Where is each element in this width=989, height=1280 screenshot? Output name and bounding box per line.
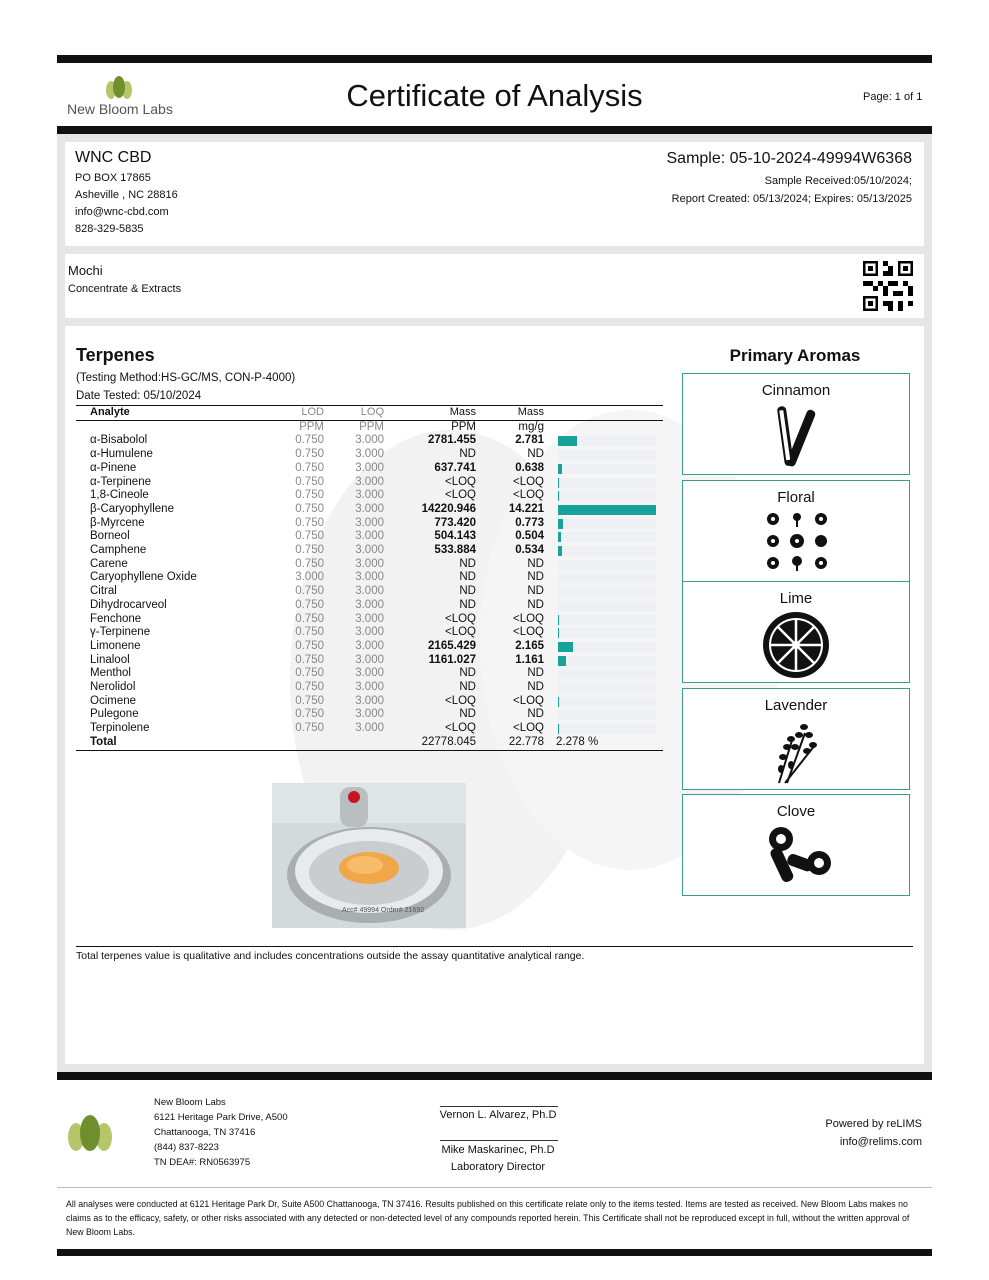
cinnamon-icon: [771, 402, 821, 472]
cell-lod: 3.000: [295, 571, 324, 584]
cell-ppm: 533.884: [434, 544, 476, 557]
table-row: [76, 517, 663, 531]
cell-analyte: α-Terpinene: [90, 475, 151, 488]
cell-mgg: ND: [527, 557, 544, 570]
unit-lod: PPM: [299, 420, 324, 433]
total-mgg: 22.778: [508, 735, 544, 748]
cell-loq: 3.000: [355, 544, 384, 557]
bar-fill: [558, 478, 559, 488]
cell-loq: 3.000: [355, 612, 384, 625]
table-row: [76, 640, 663, 654]
client-name: WNC CBD: [75, 149, 152, 166]
bar-track: [558, 628, 656, 638]
cell-loq: 3.000: [355, 708, 384, 721]
cell-analyte: α-Pinene: [90, 461, 137, 474]
cell-analyte: Dihydrocarveol: [90, 598, 167, 611]
cell-analyte: α-Humulene: [90, 448, 153, 461]
table-row: [76, 667, 663, 681]
cell-loq: 3.000: [355, 681, 384, 694]
date-tested: Date Tested: 05/10/2024: [76, 390, 202, 402]
cell-ppm: <LOQ: [444, 626, 476, 639]
cell-lod: 0.750: [295, 585, 324, 598]
cell-mgg: ND: [527, 598, 544, 611]
bottom-rule: [57, 1249, 932, 1256]
unit-mgg: mg/g: [518, 420, 544, 433]
cell-lod: 0.750: [295, 530, 324, 543]
cell-loq: 3.000: [355, 489, 384, 502]
cell-mgg: 0.534: [515, 544, 544, 557]
cell-mgg: ND: [527, 448, 544, 461]
cell-ppm: ND: [459, 557, 476, 570]
cell-ppm: ND: [459, 598, 476, 611]
footer-rule-top: [57, 1072, 932, 1080]
bar-track: [558, 560, 656, 570]
cell-loq: 3.000: [355, 626, 384, 639]
cell-analyte: Pulegone: [90, 708, 139, 721]
cell-analyte: Menthol: [90, 667, 131, 680]
cell-mgg: ND: [527, 681, 544, 694]
cell-lod: 0.750: [295, 475, 324, 488]
cell-ppm: ND: [459, 448, 476, 461]
product-panel: [65, 254, 924, 318]
cell-mgg: <LOQ: [512, 475, 544, 488]
cell-ppm: 14220.946: [421, 502, 476, 515]
cell-mgg: <LOQ: [512, 489, 544, 502]
terpenes-footnote: Total terpenes value is qualitative and includes concentrations outside the assay quantitative analytical range.: [76, 950, 585, 962]
cell-ppm: 504.143: [434, 530, 476, 543]
sample-received: Sample Received:05/10/2024;: [764, 175, 912, 187]
footnote-rule: [76, 946, 913, 947]
cell-analyte: β-Caryophyllene: [90, 502, 174, 515]
aromas-title: Primary Aromas: [729, 346, 861, 365]
cell-analyte: γ-Terpinene: [90, 626, 151, 639]
cell-lod: 0.750: [295, 653, 324, 666]
bar-fill: [558, 436, 577, 446]
bar-track: [558, 519, 656, 529]
table-row: [76, 681, 663, 695]
cell-ppm: 773.420: [434, 516, 476, 529]
cell-lod: 0.750: [295, 544, 324, 557]
total-percent: 2.278 %: [556, 735, 599, 748]
table-row: [76, 489, 663, 503]
cell-loq: 3.000: [355, 694, 384, 707]
cell-lod: 0.750: [295, 557, 324, 570]
signature-line-2: [440, 1140, 558, 1141]
cell-analyte: Limonene: [90, 639, 141, 652]
cell-mgg: 2.781: [515, 434, 544, 447]
cell-loq: 3.000: [355, 653, 384, 666]
cell-loq: 3.000: [355, 475, 384, 488]
cell-lod: 0.750: [295, 461, 324, 474]
lime-icon: [761, 610, 831, 680]
cell-mgg: ND: [527, 585, 544, 598]
table-row: [76, 571, 663, 585]
footer-address-2: Chattanooga, TN 37416: [154, 1127, 256, 1138]
bar-track: [558, 615, 656, 625]
cell-analyte: Fenchone: [90, 612, 142, 625]
cell-mgg: <LOQ: [512, 626, 544, 639]
cell-mgg: 0.638: [515, 461, 544, 474]
cell-lod: 0.750: [295, 667, 324, 680]
cell-mgg: ND: [527, 667, 544, 680]
client-email: info@wnc-cbd.com: [75, 206, 169, 218]
cell-ppm: <LOQ: [444, 475, 476, 488]
bar-fill: [558, 697, 559, 707]
terpenes-table: [76, 405, 663, 751]
client-address-2: Asheville , NC 28816: [75, 189, 178, 201]
footer-logo-icon: [66, 1113, 114, 1155]
cell-ppm: ND: [459, 708, 476, 721]
client-address-1: PO BOX 17865: [75, 172, 151, 184]
cell-ppm: ND: [459, 667, 476, 680]
cell-mgg: <LOQ: [512, 612, 544, 625]
bar-fill: [558, 656, 566, 666]
cell-ppm: ND: [459, 571, 476, 584]
aroma-label: Floral: [777, 489, 815, 506]
cell-loq: 3.000: [355, 585, 384, 598]
bar-track: [558, 478, 656, 488]
cell-analyte: Ocimene: [90, 694, 137, 707]
bar-track: [558, 683, 656, 693]
aroma-lime: [682, 581, 910, 683]
cell-mgg: 2.165: [515, 639, 544, 652]
table-row: [76, 434, 663, 448]
table-row: [76, 613, 663, 627]
table-row: [76, 654, 663, 668]
cell-mgg: <LOQ: [512, 722, 544, 735]
header-rule: [57, 126, 932, 134]
photo-label: Acc# 49994 Order# 21692: [342, 907, 425, 914]
aroma-label: Lavender: [764, 697, 828, 714]
table-row: [76, 476, 663, 490]
bar-track: [558, 601, 656, 611]
testing-method: (Testing Method:HS-GC/MS, CON-P-4000): [76, 372, 296, 384]
total-row: [76, 736, 663, 750]
cell-ppm: <LOQ: [444, 722, 476, 735]
top-rule: [57, 55, 932, 63]
cell-analyte: Citral: [90, 585, 117, 598]
cell-loq: 3.000: [355, 639, 384, 652]
bar-track: [558, 573, 656, 583]
client-phone: 828-329-5835: [75, 223, 144, 235]
header-mass-ppm: Mass: [449, 406, 476, 418]
cell-lod: 0.750: [295, 681, 324, 694]
aroma-label: Clove: [776, 803, 816, 820]
cell-lod: 0.750: [295, 612, 324, 625]
table-row: [76, 448, 663, 462]
total-ppm: 22778.045: [421, 735, 476, 748]
signature-1: Vernon L. Alvarez, Ph.D: [439, 1109, 557, 1121]
cell-ppm: 2165.429: [428, 639, 476, 652]
cell-ppm: 2781.455: [428, 434, 476, 447]
cell-ppm: <LOQ: [444, 694, 476, 707]
signature-2-title: Laboratory Director: [450, 1161, 546, 1173]
table-row: [76, 626, 663, 640]
cell-mgg: 1.161: [515, 653, 544, 666]
signature-line-1: [440, 1106, 558, 1107]
powered-email[interactable]: info@relims.com: [839, 1136, 922, 1148]
bar-track: [558, 669, 656, 679]
table-row: [76, 503, 663, 517]
cell-loq: 3.000: [355, 434, 384, 447]
cell-loq: 3.000: [355, 530, 384, 543]
cell-analyte: Camphene: [90, 544, 147, 557]
cell-ppm: 637.741: [434, 461, 476, 474]
cell-lod: 0.750: [295, 626, 324, 639]
report-dates: Report Created: 05/13/2024; Expires: 05/13/2025: [671, 193, 912, 205]
cell-lod: 0.750: [295, 516, 324, 529]
bar-track: [558, 450, 656, 460]
cell-mgg: ND: [527, 708, 544, 721]
bar-track: [558, 491, 656, 501]
cell-analyte: β-Myrcene: [90, 516, 145, 529]
disclaimer: All analyses were conducted at 6121 Heritage Park Dr, Suite A500 Chattanooga, TN 37416. Results published on this certificate relate only to the items tested. Items are tested as received. New Bloom Labs makes no claims as to the efficacy, safety, or other risks associated with any detected or non-detected level of any compounds reported herein. This Certificate shall not be reproduced except in full, without the written approval of New Bloom Labs.: [66, 1199, 910, 1237]
signature-2: Mike Maskarinec, Ph.D: [441, 1144, 555, 1156]
cell-lod: 0.750: [295, 448, 324, 461]
bar-track: [558, 697, 656, 707]
flowers-icon: [763, 509, 831, 573]
cell-analyte: 1,8-Cineole: [90, 489, 149, 502]
page-number: Page: 1 of 1: [863, 91, 923, 103]
qr-code-icon[interactable]: [863, 261, 913, 311]
aroma-label: Lime: [779, 590, 813, 607]
table-row: [76, 722, 663, 736]
cell-loq: 3.000: [355, 448, 384, 461]
cell-analyte: Carene: [90, 557, 128, 570]
cell-mgg: 0.773: [515, 516, 544, 529]
header-loq: LOQ: [360, 406, 384, 418]
table-row: [76, 530, 663, 544]
bar-fill: [558, 519, 563, 529]
table-row: [76, 558, 663, 572]
bar-track: [558, 532, 656, 542]
bar-fill: [558, 546, 562, 556]
footer-address-1: 6121 Heritage Park Drive, A500: [154, 1112, 288, 1123]
aroma-lavender: [682, 688, 910, 790]
header-mass-mgg: Mass: [517, 406, 544, 418]
product-category: Concentrate & Extracts: [68, 283, 182, 295]
cell-analyte: Caryophyllene Oxide: [90, 571, 197, 584]
cell-mgg: <LOQ: [512, 694, 544, 707]
header-lod: LOD: [301, 406, 324, 418]
cell-loq: 3.000: [355, 557, 384, 570]
aroma-clove: [682, 794, 910, 896]
total-label: Total: [90, 735, 117, 748]
cell-analyte: α-Bisabolol: [90, 434, 148, 447]
cell-ppm: ND: [459, 585, 476, 598]
cell-mgg: ND: [527, 571, 544, 584]
bar-fill: [558, 532, 561, 542]
bar-track: [558, 724, 656, 734]
cell-loq: 3.000: [355, 516, 384, 529]
bar-track: [558, 464, 656, 474]
aroma-label: Cinnamon: [761, 382, 831, 399]
cell-analyte: Nerolidol: [90, 681, 136, 694]
cell-lod: 0.750: [295, 722, 324, 735]
bar-track: [558, 546, 656, 556]
table-row: [76, 695, 663, 709]
sample-photo: [272, 783, 466, 928]
cell-mgg: 14.221: [508, 502, 544, 515]
cell-analyte: Terpinolene: [90, 722, 150, 735]
cell-loq: 3.000: [355, 722, 384, 735]
disclaimer-rule: [57, 1187, 932, 1188]
bar-fill: [558, 615, 559, 625]
cell-loq: 3.000: [355, 598, 384, 611]
cell-loq: 3.000: [355, 571, 384, 584]
bar-fill: [558, 505, 656, 515]
cell-lod: 0.750: [295, 639, 324, 652]
page-title: Certificate of Analysis: [346, 78, 643, 113]
cell-lod: 0.750: [295, 489, 324, 502]
table-row: [76, 544, 663, 558]
table-row: [76, 708, 663, 722]
clove-icon: [761, 823, 833, 893]
cell-ppm: 1161.027: [428, 653, 476, 666]
product-name: Mochi: [68, 263, 103, 278]
bar-fill: [558, 491, 559, 501]
cell-lod: 0.750: [295, 598, 324, 611]
footer-dea: TN DEA#: RN0563975: [154, 1157, 251, 1168]
table-row: [76, 462, 663, 476]
cell-loq: 3.000: [355, 502, 384, 515]
bar-track: [558, 587, 656, 597]
aroma-floral: [682, 480, 910, 582]
unit-loq: PPM: [359, 420, 384, 433]
unit-ppm: PPM: [451, 420, 476, 433]
header-analyte: Analyte: [90, 406, 130, 418]
aroma-cinnamon: [682, 373, 910, 475]
powered-by: Powered by reLIMS: [825, 1118, 922, 1130]
bar-fill: [558, 724, 559, 734]
cell-lod: 0.750: [295, 694, 324, 707]
sample-id: Sample: 05-10-2024-49994W6368: [666, 150, 912, 167]
cell-lod: 0.750: [295, 502, 324, 515]
cell-analyte: Borneol: [90, 530, 130, 543]
lavender-icon: [771, 717, 821, 787]
cell-lod: 0.750: [295, 708, 324, 721]
cell-mgg: 0.504: [515, 530, 544, 543]
cell-ppm: ND: [459, 681, 476, 694]
bar-track: [558, 710, 656, 720]
cell-lod: 0.750: [295, 434, 324, 447]
bar-fill: [558, 642, 573, 652]
bar-fill: [558, 628, 559, 638]
lab-logo-name: New Bloom Labs: [67, 101, 173, 117]
table-row: [76, 585, 663, 599]
cell-analyte: Linalool: [90, 653, 130, 666]
cell-loq: 3.000: [355, 667, 384, 680]
cell-ppm: <LOQ: [444, 489, 476, 502]
bar-track: [558, 656, 656, 666]
cell-loq: 3.000: [355, 461, 384, 474]
footer-lab-name: New Bloom Labs: [154, 1097, 226, 1108]
terpenes-title: Terpenes: [76, 345, 155, 365]
bar-fill: [558, 464, 562, 474]
footer-phone: (844) 837-8223: [154, 1142, 219, 1153]
cell-ppm: <LOQ: [444, 612, 476, 625]
table-row: [76, 599, 663, 613]
